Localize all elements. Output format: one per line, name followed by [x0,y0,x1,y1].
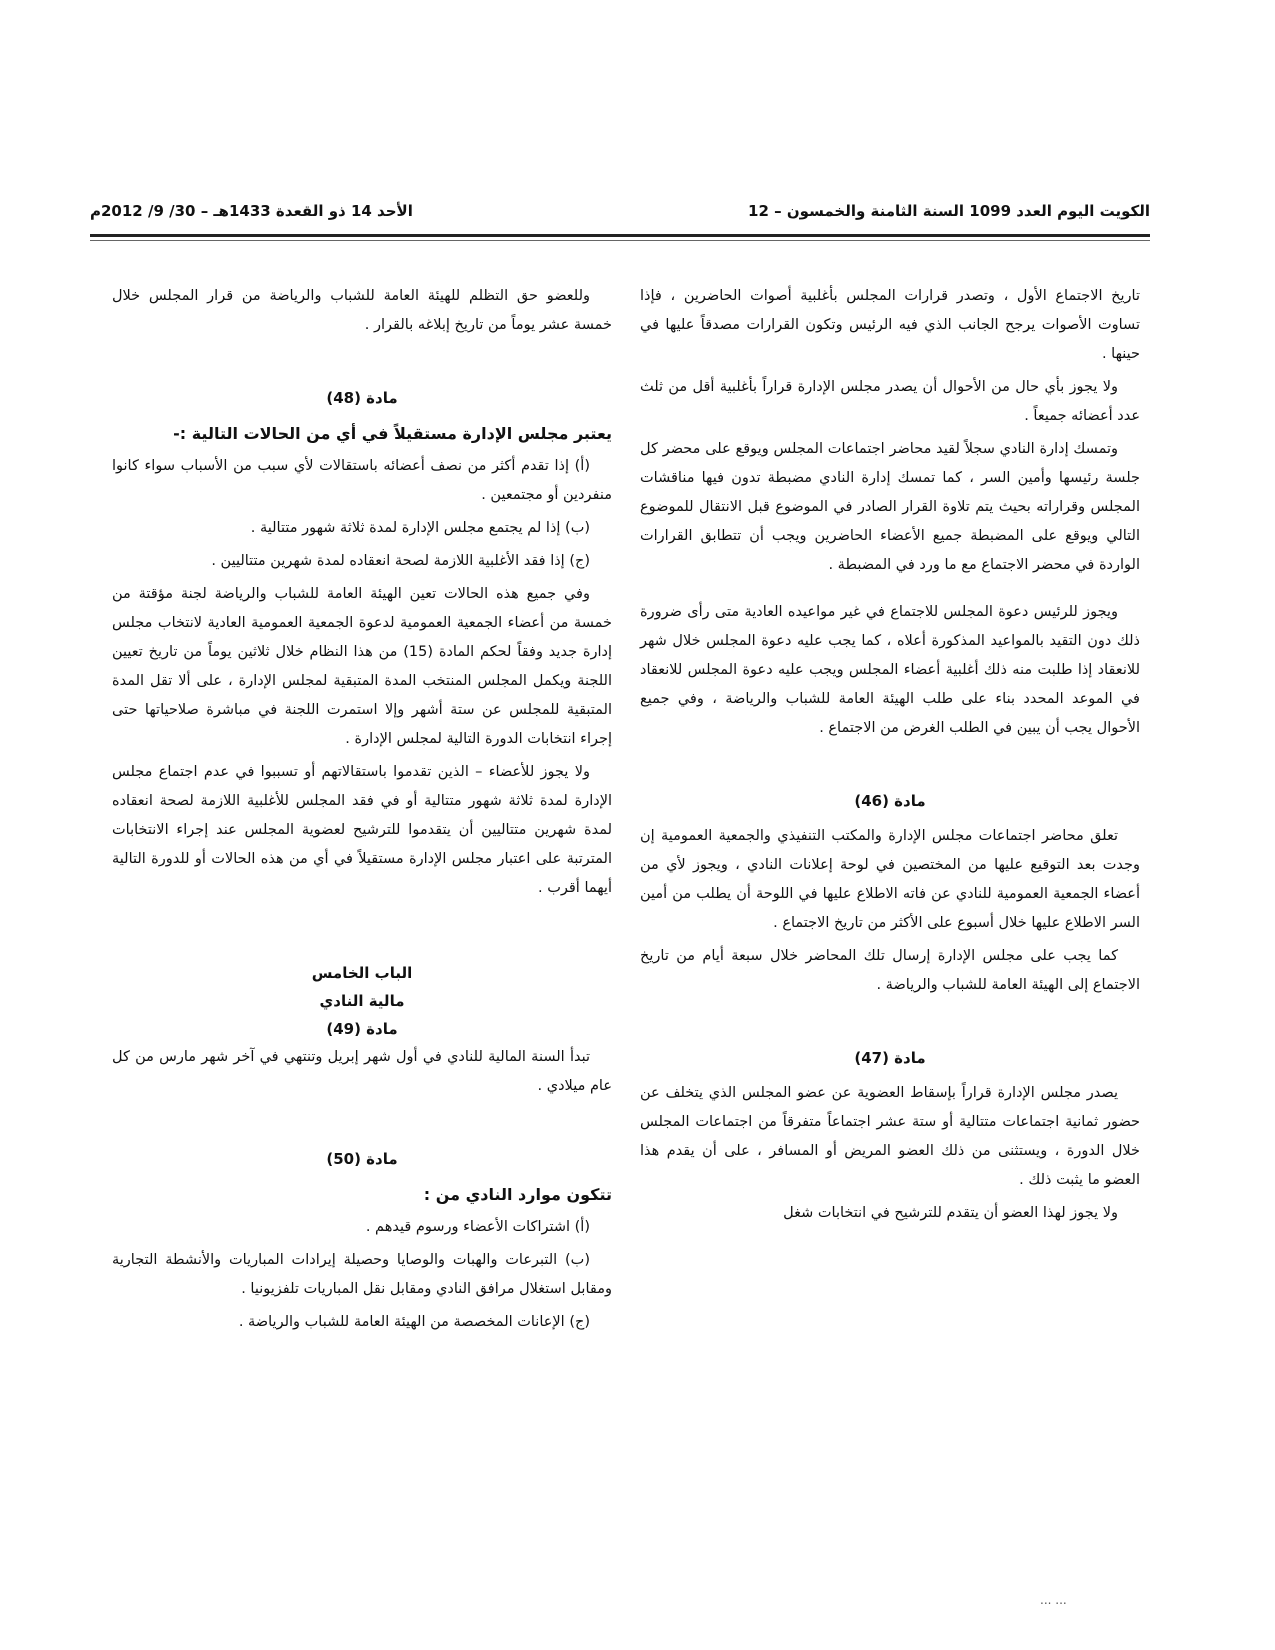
article-50-lead: تتكون موارد النادي من : [423,1185,612,1204]
footer-fragment: ... ... [1040,1593,1067,1607]
right-column [640,282,1140,1232]
paragraph: ولا يجوز للأعضاء – الذين تقدموا باستقالاتهم أو تسببوا في عدم اجتماع مجلس الإدارة لمدة ثلاثة شهور متتالية أو في فقد المجلس للأغلبية اللازمة لصحة انعقاده لمدة شهرين متتاليين أن يتقدموا للترشيح لعضوية المجلس عند إجراء الانتخابات المترتبة على اعتبار مجلس الإدارة مستقيلاً في أي من هذه الحالات أو للدورة التالية أيهما أقرب . [112,764,612,896]
paragraph: ولا يجوز لهذا العضو أن يتقدم للترشيح في انتخابات شغل [783,1205,1118,1221]
header-divider [90,234,1150,237]
article-48-title: مادة (48) [326,389,398,407]
list-item: (ب) إذا لم يجتمع مجلس الإدارة لمدة ثلاثة شهور متتالية . [250,520,590,536]
article-49-title: مادة (49) [326,1020,398,1038]
header-issue-info: الكويت اليوم العدد 1099 السنة الثامنة والخمسون – 12 [748,202,1150,220]
article-46-title: مادة (46) [854,792,926,810]
paragraph: كما يجب على مجلس الإدارة إرسال تلك المحاضر خلال سبعة أيام من تاريخ الاجتماع إلى الهيئة العامة للشباب والرياضة . [640,948,1140,993]
paragraph: تاريخ الاجتماع الأول ، وتصدر قرارات المجلس بأغلبية أصوات الحاضرين ، فإذا تساوت الأصوات يرجح الجانب الذي فيه الرئيس وتكون القرارات مصدقاً عليها في حينها . [640,288,1140,362]
chapter-title: الباب الخامس [311,964,413,982]
paragraph: ويجوز للرئيس دعوة المجلس للاجتماع في غير مواعيده العادية متى رأى ضرورة ذلك دون التقيد بالمواعيد المذكورة أعلاه ، كما يجب عليه دعوة المجلس خلال شهر للانعقاد إذا طلبت منه ذلك أغلبية أعضاء المجلس ويجب عليه دعوة المجلس للانعقاد في الموعد المحدد بناء على طلب الهيئة العامة للشباب والرياضة ، وفي جميع الأحوال يجب أن يبين في الطلب الغرض من الاجتماع . [640,604,1140,736]
chapter-subtitle: مالية النادي [319,992,405,1010]
article-48-lead: يعتبر مجلس الإدارة مستقيلاً في أي من الحالات التالية :- [173,424,612,443]
header-date: الأحد 14 ذو القعدة 1433هـ – 30/ 9/ 2012م [90,202,413,220]
list-item: (ب) التبرعات والهبات والوصايا وحصيلة إيرادات المباريات والأنشطة التجارية ومقابل استغلال مرافق النادي ومقابل نقل المباريات تلفزيونيا . [112,1252,612,1297]
paragraph: وتمسك إدارة النادي سجلاً لقيد محاضر اجتماعات المجلس ويوقع على محضر كل جلسة رئيسها وأمين السر ، كما تمسك إدارة النادي مضبطة تدون فيها مناقشات المجلس وقراراته بحيث يتم تلاوة القرار الصادر في الموضوع قبل الانتقال للموضوع التالي ويوقع على المضبطة جميع الأعضاء الحاضرين ويجب أن تتطابق القرارات الواردة في محضر الاجتماع مع ما ورد في المضبطة . [640,441,1140,573]
left-column [112,282,612,1341]
list-item: (أ) اشتراكات الأعضاء ورسوم قيدهم . [365,1219,590,1235]
list-item: (أ) إذا تقدم أكثر من نصف أعضائه باستقالات لأي سبب من الأسباب سواء كانوا منفردين أو مجتمعين . [112,458,612,503]
paragraph: ولا يجوز بأي حال من الأحوال أن يصدر مجلس الإدارة قراراً بأغلبية أقل من ثلث عدد أعضائه جميعاً . [640,379,1140,424]
list-item: (ج) الإعانات المخصصة من الهيئة العامة للشباب والرياضة . [238,1314,590,1330]
paragraph: تعلق محاضر اجتماعات مجلس الإدارة والمكتب التنفيذي والجمعية العمومية إن وجدت بعد التوقيع عليها من المختصين في لوحة إعلانات النادي ، ويجوز لأي من أعضاء الجمعية العمومية للنادي عن فاته الاطلاع عليها في اللوحة أن يطلب من أمين السر الاطلاع عليها خلال أسبوع على الأكثر من تاريخ الاجتماع . [640,828,1140,931]
article-47-title: مادة (47) [854,1049,926,1067]
paragraph: وللعضو حق التظلم للهيئة العامة للشباب والرياضة من قرار المجلس خلال خمسة عشر يوماً من تاريخ إبلاغه بالقرار . [112,288,612,333]
list-item: (ج) إذا فقد الأغلبية اللازمة لصحة انعقاده لمدة شهرين متتاليين . [211,553,590,569]
header-divider-thin [90,240,1150,241]
article-50-title: مادة (50) [326,1150,398,1168]
page-header [90,196,1150,230]
paragraph: وفي جميع هذه الحالات تعين الهيئة العامة للشباب والرياضة لجنة مؤقتة من خمسة من أعضاء الجمعية العمومية لدعوة الجمعية العمومية العادية لانتخاب مجلس إدارة جديد وفقاً لحكم المادة (15) من هذا النظام خلال ثلاثين يوماً من تاريخ تعيين اللجنة ويكمل المجلس المنتخب المدة المتبقية لمجلس الإدارة ، على ألا تقل المدة المتبقية للمجلس عن ستة أشهر وإلا استمرت اللجنة في مباشرة صلاحياتها حتى إجراء انتخابات الدورة التالية لمجلس الإدارة . [112,586,612,747]
paragraph: تبدأ السنة المالية للنادي في أول شهر إبريل وتنتهي في آخر شهر مارس من كل عام ميلادي . [112,1049,612,1094]
paragraph: يصدر مجلس الإدارة قراراً بإسقاط العضوية عن عضو المجلس الذي يتخلف عن حضور ثمانية اجتماعات متتالية أو ستة عشر اجتماعاً متفرقاً من اجتماعات المجلس خلال الدورة ، ويستثنى من ذلك العضو المريض أو المسافر ، على أن يقدم هذا العضو ما يثبت ذلك . [640,1085,1140,1188]
